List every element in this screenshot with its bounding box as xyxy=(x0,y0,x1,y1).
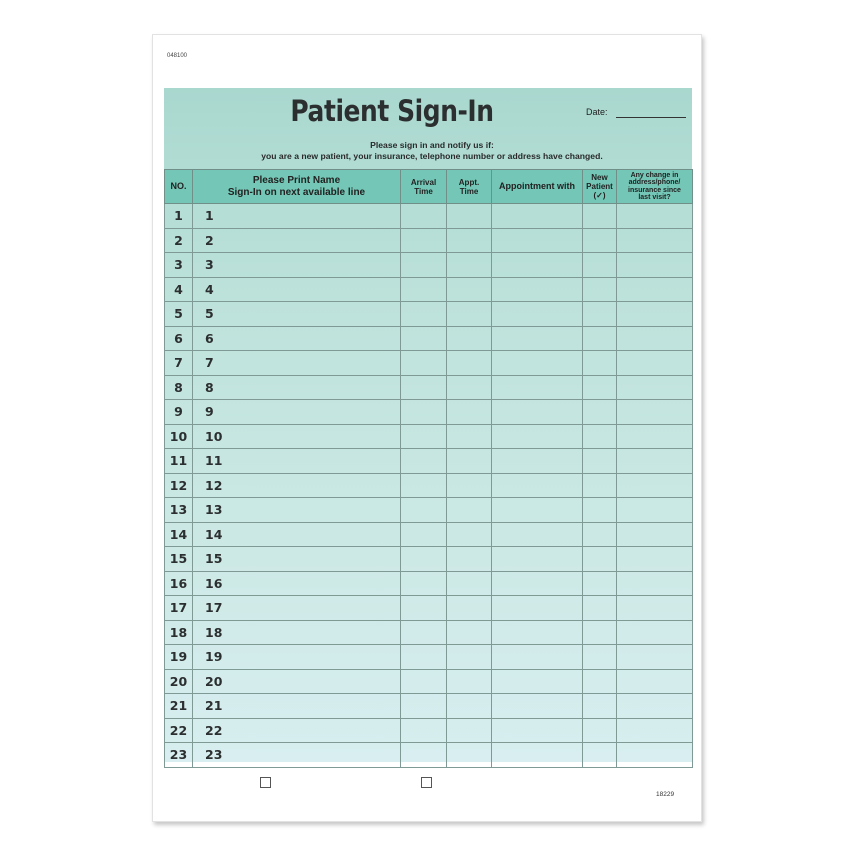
change-cell[interactable] xyxy=(617,694,693,719)
new-patient-cell[interactable] xyxy=(583,253,617,278)
arrival-time-cell[interactable] xyxy=(401,253,447,278)
table-row xyxy=(165,743,693,768)
form-number: 18229 xyxy=(656,791,675,798)
new-patient-cell[interactable] xyxy=(583,498,617,523)
row-number: 18 xyxy=(165,620,193,645)
appointment-with-cell[interactable] xyxy=(492,645,583,670)
table-row xyxy=(165,571,693,596)
date-label: Date: xyxy=(586,107,608,117)
notice-line-2: you are a new patient, your insurance, telephone number or address have changed. xyxy=(261,151,603,161)
new-patient-cell[interactable] xyxy=(583,351,617,376)
appt-time-cell[interactable] xyxy=(447,571,492,596)
row-number: 21 xyxy=(165,694,193,719)
new-patient-cell[interactable] xyxy=(583,228,617,253)
row-number: 12 xyxy=(165,473,193,498)
table-row xyxy=(165,351,693,376)
appointment-with-cell[interactable] xyxy=(492,743,583,768)
appointment-with-cell[interactable] xyxy=(492,277,583,302)
table-row xyxy=(165,694,693,719)
column-header-change xyxy=(617,170,693,204)
name-cell[interactable]: 4 xyxy=(193,277,401,302)
sign-in-table xyxy=(164,169,693,768)
appt-time-cell[interactable] xyxy=(447,694,492,719)
appointment-with-cell[interactable] xyxy=(492,596,583,621)
appointment-with-cell[interactable] xyxy=(492,547,583,572)
appt-time-cell[interactable] xyxy=(447,498,492,523)
appointment-with-cell[interactable] xyxy=(492,204,583,229)
column-header-change-line-4: last visit? xyxy=(638,194,671,201)
appt-time-cell[interactable] xyxy=(447,473,492,498)
change-cell[interactable] xyxy=(617,302,693,327)
column-header-appointment-with: Appointment with xyxy=(492,170,583,204)
table-row xyxy=(165,547,693,572)
table-row xyxy=(165,669,693,694)
column-header-change-line-2: address/phone/ xyxy=(628,179,681,186)
change-cell[interactable] xyxy=(617,669,693,694)
table-row xyxy=(165,498,693,523)
row-number: 10 xyxy=(165,424,193,449)
appt-time-cell[interactable] xyxy=(447,204,492,229)
arrival-time-cell[interactable] xyxy=(401,424,447,449)
arrival-time-cell[interactable] xyxy=(401,596,447,621)
arrival-time-cell[interactable] xyxy=(401,473,447,498)
notice-line-1: Please sign in and notify us if: xyxy=(370,140,494,150)
appointment-with-cell[interactable] xyxy=(492,351,583,376)
appt-time-cell[interactable] xyxy=(447,302,492,327)
table-row xyxy=(165,204,693,229)
table-row xyxy=(165,620,693,645)
column-header-appt xyxy=(447,170,492,204)
table-row xyxy=(165,253,693,278)
column-header-name-line-2: Sign-In on next available line xyxy=(227,186,366,198)
new-patient-cell[interactable] xyxy=(583,620,617,645)
appointment-with-cell[interactable] xyxy=(492,620,583,645)
change-cell[interactable] xyxy=(617,473,693,498)
arrival-time-cell[interactable] xyxy=(401,547,447,572)
sign-in-sheet xyxy=(152,34,702,822)
table-row xyxy=(165,228,693,253)
new-patient-cell[interactable] xyxy=(583,547,617,572)
form-body xyxy=(164,88,692,762)
change-cell[interactable] xyxy=(617,522,693,547)
appointment-with-cell[interactable] xyxy=(492,424,583,449)
bottom-checkbox-right[interactable] xyxy=(421,777,432,788)
new-patient-cell[interactable] xyxy=(583,400,617,425)
appointment-with-cell[interactable] xyxy=(492,449,583,474)
name-cell[interactable]: 23 xyxy=(193,743,401,768)
row-number: 17 xyxy=(165,596,193,621)
appt-time-cell[interactable] xyxy=(447,547,492,572)
new-patient-cell[interactable] xyxy=(583,669,617,694)
column-header-appt-line-1: Appt. xyxy=(458,177,480,187)
new-patient-cell[interactable] xyxy=(583,571,617,596)
row-number: 7 xyxy=(165,351,193,376)
table-row xyxy=(165,449,693,474)
change-cell[interactable] xyxy=(617,400,693,425)
name-cell[interactable]: 2 xyxy=(193,228,401,253)
name-cell[interactable]: 5 xyxy=(193,302,401,327)
name-cell[interactable]: 10 xyxy=(193,424,401,449)
name-cell[interactable]: 9 xyxy=(193,400,401,425)
new-patient-cell[interactable] xyxy=(583,277,617,302)
checkmark-icon: (✓) xyxy=(593,191,606,200)
new-patient-cell[interactable] xyxy=(583,596,617,621)
column-header-arrival xyxy=(401,170,447,204)
column-header-name-line-1: Please Print Name xyxy=(252,174,341,186)
bottom-checkbox-left[interactable] xyxy=(260,777,271,788)
arrival-time-cell[interactable] xyxy=(401,228,447,253)
change-cell[interactable] xyxy=(617,326,693,351)
change-cell[interactable] xyxy=(617,645,693,670)
new-patient-cell[interactable] xyxy=(583,522,617,547)
top-code: 048100 xyxy=(167,53,188,59)
column-header-arrival-line-2: Time xyxy=(414,186,433,196)
row-number: 15 xyxy=(165,547,193,572)
change-cell[interactable] xyxy=(617,620,693,645)
row-number: 11 xyxy=(165,449,193,474)
table-row xyxy=(165,473,693,498)
new-patient-cell[interactable] xyxy=(583,375,617,400)
arrival-time-cell[interactable] xyxy=(401,620,447,645)
row-number: 13 xyxy=(165,498,193,523)
table-row xyxy=(165,596,693,621)
name-cell[interactable]: 14 xyxy=(193,522,401,547)
form-title: Patient Sign-In xyxy=(290,94,494,128)
name-cell[interactable]: 8 xyxy=(193,375,401,400)
row-number: 2 xyxy=(165,228,193,253)
header-row xyxy=(165,170,693,204)
new-patient-cell[interactable] xyxy=(583,645,617,670)
appt-time-cell[interactable] xyxy=(447,596,492,621)
arrival-time-cell[interactable] xyxy=(401,694,447,719)
column-header-new-line-2: Patient xyxy=(586,182,613,191)
change-cell[interactable] xyxy=(617,743,693,768)
table-row xyxy=(165,277,693,302)
appt-time-cell[interactable] xyxy=(447,326,492,351)
appt-time-cell[interactable] xyxy=(447,228,492,253)
change-cell[interactable] xyxy=(617,498,693,523)
appt-time-cell[interactable] xyxy=(447,645,492,670)
arrival-time-cell[interactable] xyxy=(401,498,447,523)
appt-time-cell[interactable] xyxy=(447,351,492,376)
appt-time-cell[interactable] xyxy=(447,718,492,743)
new-patient-cell[interactable] xyxy=(583,302,617,327)
table-row xyxy=(165,424,693,449)
appointment-with-cell[interactable] xyxy=(492,498,583,523)
arrival-time-cell[interactable] xyxy=(401,718,447,743)
column-header-appt-line-2: Time xyxy=(459,186,479,196)
row-number: 8 xyxy=(165,375,193,400)
column-header-name xyxy=(193,170,401,204)
change-cell[interactable] xyxy=(617,375,693,400)
row-number: 20 xyxy=(165,669,193,694)
change-cell[interactable] xyxy=(617,424,693,449)
new-patient-cell[interactable] xyxy=(583,449,617,474)
appointment-with-cell[interactable] xyxy=(492,669,583,694)
appt-time-cell[interactable] xyxy=(447,743,492,768)
change-cell[interactable] xyxy=(617,351,693,376)
appointment-with-cell[interactable] xyxy=(492,375,583,400)
name-cell[interactable]: 16 xyxy=(193,571,401,596)
row-number: 5 xyxy=(165,302,193,327)
appointment-with-cell[interactable] xyxy=(492,718,583,743)
appt-time-cell[interactable] xyxy=(447,253,492,278)
column-header-arrival-line-1: Arrival xyxy=(410,177,437,187)
change-cell[interactable] xyxy=(617,228,693,253)
appt-time-cell[interactable] xyxy=(447,424,492,449)
table-row xyxy=(165,302,693,327)
change-cell[interactable] xyxy=(617,571,693,596)
name-cell[interactable]: 17 xyxy=(193,596,401,621)
row-number: 19 xyxy=(165,645,193,670)
arrival-time-cell[interactable] xyxy=(401,277,447,302)
arrival-time-cell[interactable] xyxy=(401,522,447,547)
change-cell[interactable] xyxy=(617,204,693,229)
arrival-time-cell[interactable] xyxy=(401,326,447,351)
row-number: 22 xyxy=(165,718,193,743)
name-cell[interactable]: 22 xyxy=(193,718,401,743)
name-cell[interactable]: 3 xyxy=(193,253,401,278)
table-row xyxy=(165,718,693,743)
name-cell[interactable]: 15 xyxy=(193,547,401,572)
change-cell[interactable] xyxy=(617,596,693,621)
column-header-new-patient xyxy=(583,170,617,204)
arrival-time-cell[interactable] xyxy=(401,669,447,694)
date-field[interactable] xyxy=(616,117,686,118)
arrival-time-cell[interactable] xyxy=(401,743,447,768)
row-number: 16 xyxy=(165,571,193,596)
change-cell[interactable] xyxy=(617,253,693,278)
new-patient-cell[interactable] xyxy=(583,204,617,229)
arrival-time-cell[interactable] xyxy=(401,204,447,229)
name-cell[interactable]: 18 xyxy=(193,620,401,645)
appointment-with-cell[interactable] xyxy=(492,522,583,547)
name-cell[interactable]: 6 xyxy=(193,326,401,351)
name-cell[interactable]: 12 xyxy=(193,473,401,498)
table-row xyxy=(165,522,693,547)
name-cell[interactable]: 21 xyxy=(193,694,401,719)
appt-time-cell[interactable] xyxy=(447,277,492,302)
change-cell[interactable] xyxy=(617,547,693,572)
appointment-with-cell[interactable] xyxy=(492,400,583,425)
new-patient-cell[interactable] xyxy=(583,743,617,768)
column-header-change-line-3: insurance since xyxy=(628,186,681,194)
new-patient-cell[interactable] xyxy=(583,718,617,743)
appt-time-cell[interactable] xyxy=(447,449,492,474)
table-row xyxy=(165,645,693,670)
arrival-time-cell[interactable] xyxy=(401,351,447,376)
arrival-time-cell[interactable] xyxy=(401,302,447,327)
change-cell[interactable] xyxy=(617,277,693,302)
appointment-with-cell[interactable] xyxy=(492,571,583,596)
name-cell[interactable]: 7 xyxy=(193,351,401,376)
arrival-time-cell[interactable] xyxy=(401,645,447,670)
appointment-with-cell[interactable] xyxy=(492,228,583,253)
row-number: 14 xyxy=(165,522,193,547)
appt-time-cell[interactable] xyxy=(447,620,492,645)
row-number: 3 xyxy=(165,253,193,278)
column-header-no: NO. xyxy=(165,170,193,204)
row-number: 9 xyxy=(165,400,193,425)
name-cell[interactable]: 1 xyxy=(193,204,401,229)
appointment-with-cell[interactable] xyxy=(492,473,583,498)
row-number: 1 xyxy=(165,204,193,229)
new-patient-cell[interactable] xyxy=(583,326,617,351)
appt-time-cell[interactable] xyxy=(447,375,492,400)
arrival-time-cell[interactable] xyxy=(401,400,447,425)
name-cell[interactable]: 11 xyxy=(193,449,401,474)
column-header-change-line-1: Any change in xyxy=(630,171,679,179)
table-row xyxy=(165,400,693,425)
new-patient-cell[interactable] xyxy=(583,473,617,498)
appointment-with-cell[interactable] xyxy=(492,302,583,327)
change-cell[interactable] xyxy=(617,449,693,474)
row-number: 6 xyxy=(165,326,193,351)
notice-text xyxy=(204,140,660,162)
appt-time-cell[interactable] xyxy=(447,669,492,694)
appt-time-cell[interactable] xyxy=(447,400,492,425)
row-number: 23 xyxy=(165,743,193,768)
name-cell[interactable]: 13 xyxy=(193,498,401,523)
appointment-with-cell[interactable] xyxy=(492,326,583,351)
table-row xyxy=(165,326,693,351)
arrival-time-cell[interactable] xyxy=(401,375,447,400)
table-row xyxy=(165,375,693,400)
new-patient-cell[interactable] xyxy=(583,424,617,449)
arrival-time-cell[interactable] xyxy=(401,449,447,474)
change-cell[interactable] xyxy=(617,718,693,743)
name-cell[interactable]: 19 xyxy=(193,645,401,670)
new-patient-cell[interactable] xyxy=(583,694,617,719)
appointment-with-cell[interactable] xyxy=(492,253,583,278)
appt-time-cell[interactable] xyxy=(447,522,492,547)
name-cell[interactable]: 20 xyxy=(193,669,401,694)
column-header-new-line-1: New xyxy=(591,173,608,182)
row-number: 4 xyxy=(165,277,193,302)
arrival-time-cell[interactable] xyxy=(401,571,447,596)
appointment-with-cell[interactable] xyxy=(492,694,583,719)
